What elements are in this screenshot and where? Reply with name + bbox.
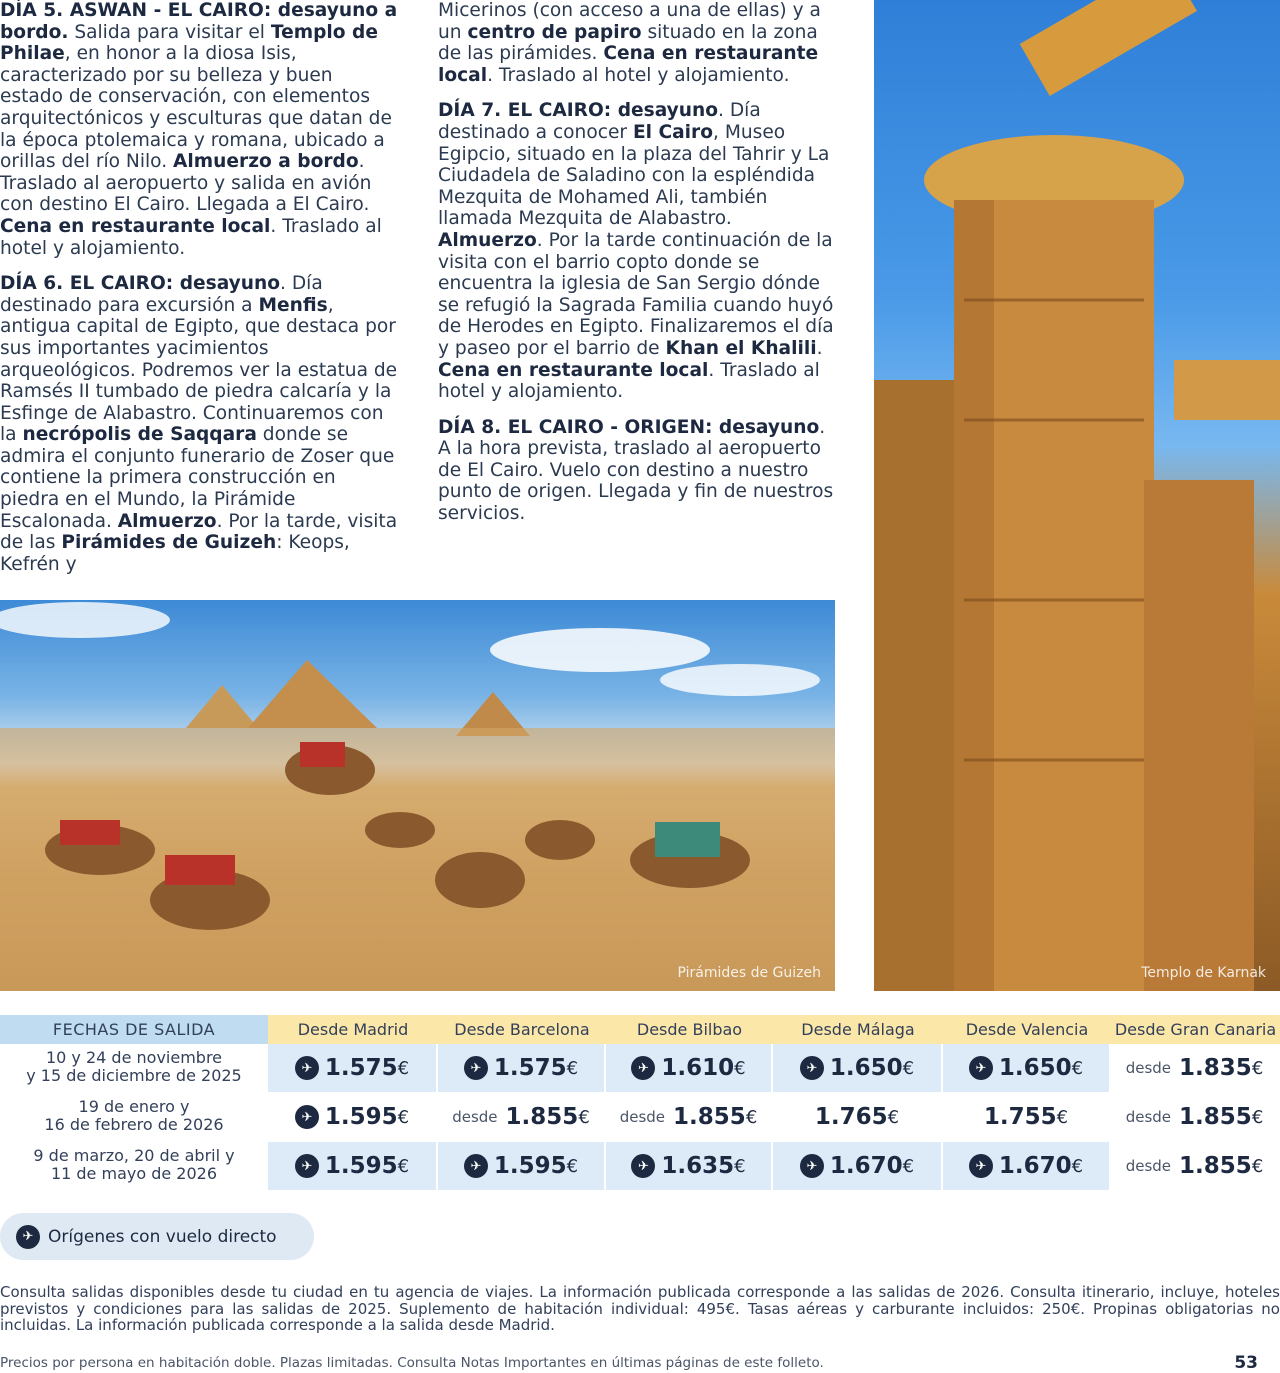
day7-text-4: . xyxy=(816,337,823,359)
price-cell xyxy=(438,1044,604,1092)
currency-symbol: € xyxy=(902,1155,915,1177)
day5-text-2: , en honor a la diosa Isis, caracterizado por su belleza y buen estado de conservación, con elementos arquitectónicos y esculturas que datan de la época ptolemaica y romana, ubicado a orillas del río Nilo. xyxy=(0,43,392,173)
day5-bold-1: Templo de Philae xyxy=(0,21,378,65)
day5-bold-3: Cena en restaurante local xyxy=(0,215,271,237)
price-cell xyxy=(606,1044,771,1092)
header-city-3: Desde Málaga xyxy=(773,1015,943,1044)
day5-title: DÍA 5. ASWAN - EL CAIRO: desayuno a bordo. xyxy=(0,0,398,43)
desde-label: desde xyxy=(1125,1157,1172,1175)
price-amount: 1.635 xyxy=(661,1153,735,1179)
legend-label: Orígenes con vuelo directo xyxy=(48,1226,277,1247)
giza-caption: Pirámides de Guizeh xyxy=(677,965,821,981)
plane-icon: ✈ xyxy=(631,1154,655,1178)
price-amount: 1.855 xyxy=(673,1104,746,1130)
day6-text-6: situado en la zona de las pirámides. xyxy=(438,21,818,65)
currency-symbol: € xyxy=(397,1155,410,1177)
currency-symbol: € xyxy=(1251,1057,1264,1079)
price-amount: 1.670 xyxy=(829,1153,903,1179)
notes-text: Consulta salidas disponibles desde tu ciudad en tu agencia de viajes. La información publicada corresponde a las salidas de 2026. Consulta itinerario, incluye, hoteles previstos y condiciones para las salidas de 2025. Suplemento de habitación individual: 495€. Tasas aéreas y carburante incluidos: 250€. Propinas obligatorias no incluidas. La información publicada corresponde a la salida desde Madrid. xyxy=(0,1283,1280,1334)
plane-icon: ✈ xyxy=(16,1225,40,1249)
currency-symbol: € xyxy=(734,1155,746,1177)
header-city-1: Desde Barcelona xyxy=(438,1015,606,1044)
price-cell xyxy=(438,1093,604,1141)
day6-text-2: , antigua capital de Egipto, que destaca por sus importantes yacimientos arqueológicos. Podremos ver la estatua de Ramsés II tumbado de piedra calcaría y la Esfinge de Alabastro. Continuaremos con la xyxy=(0,294,398,446)
price-amount: 1.765 xyxy=(814,1104,888,1130)
price-amount: 1.855 xyxy=(505,1104,579,1130)
price-cell xyxy=(1111,1093,1278,1141)
day8-text-1: . A la hora prevista, traslado al aeropuerto de El Cairo. Vuelo con destino a nuestro punto de origen. Llegada y fin de nuestros servicios. xyxy=(438,416,834,525)
day7-title: DÍA 7. EL CAIRO: desayuno xyxy=(438,100,719,122)
karnak-photo xyxy=(874,0,1280,991)
currency-symbol: € xyxy=(397,1106,410,1128)
currency-symbol: € xyxy=(902,1057,915,1079)
currency-symbol: € xyxy=(1251,1106,1264,1128)
price-amount: 1.855 xyxy=(1179,1104,1252,1130)
price-amount: 1.575 xyxy=(324,1055,398,1081)
price-amount: 1.650 xyxy=(998,1055,1072,1081)
price-amount: 1.855 xyxy=(1179,1153,1252,1179)
currency-symbol: € xyxy=(1251,1155,1264,1177)
day5-paragraph xyxy=(0,0,398,259)
price-amount: 1.670 xyxy=(998,1153,1072,1179)
plane-icon: ✈ xyxy=(295,1105,319,1129)
date-cell xyxy=(0,1098,268,1134)
day7-paragraph xyxy=(438,100,840,402)
desde-label: desde xyxy=(1125,1059,1172,1077)
price-cell xyxy=(943,1044,1109,1092)
day6-title: DÍA 6. EL CAIRO: desayuno xyxy=(0,273,281,295)
price-cell xyxy=(268,1142,436,1190)
header-city-5: Desde Gran Canaria xyxy=(1111,1015,1280,1044)
day6-text-7: . Traslado al hotel y alojamiento. xyxy=(487,64,790,86)
day8-paragraph xyxy=(438,417,840,525)
price-cell xyxy=(268,1044,436,1092)
price-amount: 1.650 xyxy=(829,1055,903,1081)
day6-text-3: donde se admira el conjunto funerario de Zoser que contiene la primera construcción en piedra en el Mundo, la Pirámide Escalonada. xyxy=(0,424,395,532)
price-cell xyxy=(268,1093,436,1141)
plane-icon: ✈ xyxy=(464,1056,488,1080)
date-line-1: 19 de enero y xyxy=(78,1097,190,1116)
day6-bold-2: necrópolis de Saqqara xyxy=(22,424,257,446)
day5-bold-2: Almuerzo a bordo xyxy=(173,151,359,173)
day5-text-3: . Traslado al aeropuerto y salida en avión con destino El Cairo. Llegada a El Cairo. xyxy=(0,151,372,216)
date-line-1: 10 y 24 de noviembre xyxy=(45,1048,223,1067)
date-line-2: 11 de mayo de 2026 xyxy=(50,1164,218,1183)
plane-icon: ✈ xyxy=(631,1056,655,1080)
day6-paragraph xyxy=(0,273,398,575)
day7-text-1: . Día destinado a conocer xyxy=(438,100,761,143)
karnak-caption: Templo de Karnak xyxy=(1141,965,1266,981)
currency-symbol: € xyxy=(887,1106,900,1128)
header-city-0: Desde Madrid xyxy=(268,1015,438,1044)
day6-text-5b: Micerinos (con acceso a una de ellas) y a un xyxy=(438,0,821,43)
price-amount: 1.610 xyxy=(661,1055,735,1081)
price-cell xyxy=(1111,1142,1278,1190)
footer-text: Precios por persona en habitación doble. Plazas limitadas. Consulta Notas Importantes en últimas páginas de este folleto. xyxy=(0,1355,824,1371)
day5-text-4: . Traslado al hotel y alojamiento. xyxy=(0,215,382,259)
header-city-2: Desde Bilbao xyxy=(606,1015,773,1044)
date-cell xyxy=(0,1147,268,1183)
price-amount: 1.575 xyxy=(493,1055,567,1081)
price-cell xyxy=(773,1044,941,1092)
currency-symbol: € xyxy=(734,1057,746,1079)
direct-flight-legend xyxy=(0,1213,314,1260)
desde-label: desde xyxy=(452,1108,498,1126)
currency-symbol: € xyxy=(566,1057,579,1079)
currency-symbol: € xyxy=(397,1057,410,1079)
karnak-illustration xyxy=(874,0,1280,991)
price-cell xyxy=(606,1142,771,1190)
day6-bold-1: Menfis xyxy=(258,294,328,316)
price-cell xyxy=(438,1142,604,1190)
day6-bold-5: centro de papiro xyxy=(467,21,642,43)
price-cell xyxy=(943,1093,1109,1141)
date-line-1: 9 de marzo, 20 de abril y xyxy=(33,1146,235,1165)
date-line-2: y 15 de diciembre de 2025 xyxy=(26,1066,242,1085)
plane-icon: ✈ xyxy=(295,1056,319,1080)
day6-continuation xyxy=(438,0,840,86)
header-city-4: Desde Valencia xyxy=(943,1015,1111,1044)
giza-illustration xyxy=(0,600,835,991)
day7-bold-1: El Cairo xyxy=(632,121,713,143)
currency-symbol: € xyxy=(566,1155,579,1177)
price-cell xyxy=(773,1142,941,1190)
day6-bold-6: Cena en restaurante local xyxy=(438,43,819,86)
day5-text-1: Salida para visitar el xyxy=(68,21,271,43)
giza-photo xyxy=(0,600,835,991)
date-line-2: 16 de febrero de 2026 xyxy=(44,1115,224,1134)
currency-symbol: € xyxy=(745,1106,758,1128)
itinerary-column-right xyxy=(438,0,840,539)
currency-symbol: € xyxy=(1056,1106,1069,1128)
plane-icon: ✈ xyxy=(969,1056,993,1080)
price-cell xyxy=(773,1093,941,1141)
day7-bold-3: Khan el Khalili xyxy=(665,337,817,359)
currency-symbol: € xyxy=(1071,1155,1084,1177)
currency-symbol: € xyxy=(578,1106,590,1128)
price-amount: 1.595 xyxy=(493,1153,567,1179)
price-amount: 1.595 xyxy=(324,1153,398,1179)
header-fechas: FECHAS DE SALIDA xyxy=(0,1015,268,1044)
price-amount: 1.755 xyxy=(983,1104,1057,1130)
plane-icon: ✈ xyxy=(464,1154,488,1178)
price-amount: 1.595 xyxy=(324,1104,398,1130)
day6-text-5: : Keops, Kefrén y xyxy=(0,532,350,575)
day7-text-5: . Traslado al hotel y alojamiento. xyxy=(438,359,820,403)
price-amount: 1.835 xyxy=(1179,1055,1252,1081)
price-cell xyxy=(943,1142,1109,1190)
plane-icon: ✈ xyxy=(800,1154,824,1178)
plane-icon: ✈ xyxy=(969,1154,993,1178)
day8-title: DÍA 8. EL CAIRO - ORIGEN: desayuno xyxy=(438,416,820,438)
day6-text-4: . Por la tarde, visita de las xyxy=(0,510,398,554)
page-number: 53 xyxy=(1234,1353,1258,1373)
plane-icon: ✈ xyxy=(800,1056,824,1080)
desde-label: desde xyxy=(1125,1108,1172,1126)
plane-icon: ✈ xyxy=(295,1154,319,1178)
currency-symbol: € xyxy=(1071,1057,1084,1079)
day7-text-2: , Museo Egipcio, situado en la plaza del Tahrir y La Ciudadela de Saladino con la espléndida Mezquita de Mohamed Ali, también llamada Mezquita de Alabastro. xyxy=(438,121,830,230)
date-cell xyxy=(0,1049,268,1085)
day6-text-1: . Día destinado para excursión a xyxy=(0,273,323,316)
day6-bold-4: Pirámides de Guizeh xyxy=(61,532,277,554)
price-cell xyxy=(1111,1044,1278,1092)
price-cell xyxy=(606,1093,771,1141)
day6-bold-3: Almuerzo xyxy=(117,510,217,532)
day7-bold-4: Cena en restaurante local xyxy=(438,359,709,381)
desde-label: desde xyxy=(619,1108,666,1126)
day7-text-3: . Por la tarde continuación de la visita con el barrio copto donde se encuentra la iglesia de San Sergio dónde se refugió la Sagrada Familia cuando huyó de Herodes en Egipto. Finalizaremos el día y paseo por el barrio de xyxy=(438,229,834,359)
day7-bold-2: Almuerzo xyxy=(438,229,537,251)
itinerary-column-left xyxy=(0,0,398,589)
